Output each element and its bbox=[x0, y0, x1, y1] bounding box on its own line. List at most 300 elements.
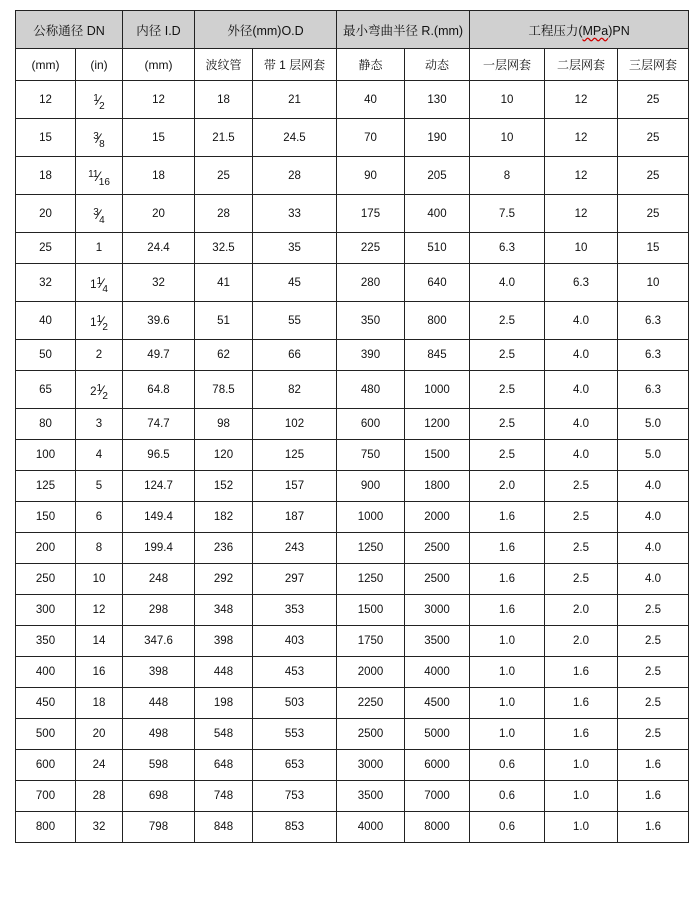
cell-in bbox=[76, 340, 123, 371]
cell-id: 149.4 bbox=[123, 502, 195, 533]
table-row bbox=[16, 371, 689, 409]
table-row bbox=[16, 195, 689, 233]
cell-id: 20 bbox=[123, 195, 195, 233]
cell-p1: 1.6 bbox=[470, 533, 545, 564]
cell-p2: 1.6 bbox=[545, 719, 618, 750]
cell-p3: 1.6 bbox=[618, 781, 689, 812]
subheader-cell: 波纹管 bbox=[195, 49, 253, 81]
cell-p1: 0.6 bbox=[470, 750, 545, 781]
table-row bbox=[16, 409, 689, 440]
cell-rs: 3000 bbox=[337, 750, 405, 781]
cell-id: 64.8 bbox=[123, 371, 195, 409]
cell-in bbox=[76, 264, 123, 302]
cell-in bbox=[76, 119, 123, 157]
cell-rs: 175 bbox=[337, 195, 405, 233]
cell-p3: 25 bbox=[618, 157, 689, 195]
cell-p1: 1.0 bbox=[470, 657, 545, 688]
cell-rd: 7000 bbox=[405, 781, 470, 812]
fraction-slash: ⁄ bbox=[97, 205, 101, 222]
cell-od1: 78.5 bbox=[195, 371, 253, 409]
fraction-denominator: 8 bbox=[99, 138, 105, 150]
table-row bbox=[16, 812, 689, 843]
cell-od1: 51 bbox=[195, 302, 253, 340]
cell-p1: 2.5 bbox=[470, 340, 545, 371]
cell-mm: 500 bbox=[16, 719, 76, 750]
cell-p3: 6.3 bbox=[618, 340, 689, 371]
cell-id: 74.7 bbox=[123, 409, 195, 440]
cell-od1: 348 bbox=[195, 595, 253, 626]
cell-p1: 10 bbox=[470, 119, 545, 157]
cell-id: 96.5 bbox=[123, 440, 195, 471]
inch-whole: 5 bbox=[95, 480, 103, 492]
header-od: 外径(mm)O.D bbox=[195, 11, 337, 49]
cell-in bbox=[76, 626, 123, 657]
fraction-numerator: 1 bbox=[96, 313, 103, 325]
header-row bbox=[16, 11, 689, 49]
fraction-slash: ⁄ bbox=[101, 312, 104, 329]
cell-mm: 250 bbox=[16, 564, 76, 595]
cell-mm: 80 bbox=[16, 409, 76, 440]
fraction-slash: ⁄ bbox=[101, 274, 104, 291]
table-row bbox=[16, 595, 689, 626]
subheader-cell: (mm) bbox=[123, 49, 195, 81]
cell-rs: 350 bbox=[337, 302, 405, 340]
fraction-slash: ⁄ bbox=[101, 381, 104, 398]
cell-od1: 21.5 bbox=[195, 119, 253, 157]
cell-od1: 548 bbox=[195, 719, 253, 750]
header-id: 内径 I.D bbox=[123, 11, 195, 49]
cell-p2: 1.0 bbox=[545, 781, 618, 812]
cell-od2: 33 bbox=[253, 195, 337, 233]
cell-rd: 510 bbox=[405, 233, 470, 264]
cell-p1: 1.0 bbox=[470, 626, 545, 657]
table-row bbox=[16, 533, 689, 564]
cell-rs: 280 bbox=[337, 264, 405, 302]
cell-in bbox=[76, 564, 123, 595]
cell-rs: 750 bbox=[337, 440, 405, 471]
cell-in bbox=[76, 812, 123, 843]
fraction-denominator: 2 bbox=[99, 100, 105, 112]
cell-mm: 40 bbox=[16, 302, 76, 340]
cell-rs: 2000 bbox=[337, 657, 405, 688]
cell-p1: 2.5 bbox=[470, 302, 545, 340]
cell-rs: 3500 bbox=[337, 781, 405, 812]
cell-id: 18 bbox=[123, 157, 195, 195]
cell-p1: 0.6 bbox=[470, 781, 545, 812]
cell-p3: 4.0 bbox=[618, 533, 689, 564]
cell-rd: 130 bbox=[405, 81, 470, 119]
cell-id: 498 bbox=[123, 719, 195, 750]
cell-p1: 7.5 bbox=[470, 195, 545, 233]
table-row bbox=[16, 119, 689, 157]
table-row bbox=[16, 657, 689, 688]
cell-id: 32 bbox=[123, 264, 195, 302]
cell-rd: 190 bbox=[405, 119, 470, 157]
subheader-row bbox=[16, 49, 689, 81]
cell-mm: 12 bbox=[16, 81, 76, 119]
cell-id: 347.6 bbox=[123, 626, 195, 657]
cell-p3: 10 bbox=[618, 264, 689, 302]
inch-fraction bbox=[96, 381, 108, 402]
cell-mm: 200 bbox=[16, 533, 76, 564]
cell-in bbox=[76, 409, 123, 440]
cell-p1: 2.5 bbox=[470, 409, 545, 440]
cell-mm: 700 bbox=[16, 781, 76, 812]
cell-rd: 2500 bbox=[405, 564, 470, 595]
cell-p1: 2.5 bbox=[470, 371, 545, 409]
inch-whole: 1 bbox=[90, 316, 97, 329]
cell-rd: 640 bbox=[405, 264, 470, 302]
inch-fraction bbox=[96, 274, 108, 295]
cell-p2: 4.0 bbox=[545, 440, 618, 471]
table-row bbox=[16, 302, 689, 340]
inch-whole: 24 bbox=[92, 759, 106, 771]
cell-od1: 120 bbox=[195, 440, 253, 471]
cell-id: 199.4 bbox=[123, 533, 195, 564]
fraction-numerator: 11 bbox=[88, 168, 99, 180]
cell-od2: 753 bbox=[253, 781, 337, 812]
cell-od1: 448 bbox=[195, 657, 253, 688]
cell-od2: 353 bbox=[253, 595, 337, 626]
cell-in bbox=[76, 657, 123, 688]
cell-od2: 403 bbox=[253, 626, 337, 657]
subheader-cell: 静态 bbox=[337, 49, 405, 81]
cell-od2: 157 bbox=[253, 471, 337, 502]
subheader-cell: (in) bbox=[76, 49, 123, 81]
cell-od1: 182 bbox=[195, 502, 253, 533]
cell-p1: 10 bbox=[470, 81, 545, 119]
inch-whole: 14 bbox=[92, 635, 106, 647]
cell-p1: 0.6 bbox=[470, 812, 545, 843]
cell-p2: 2.5 bbox=[545, 533, 618, 564]
inch-whole: 4 bbox=[95, 449, 103, 461]
cell-od2: 297 bbox=[253, 564, 337, 595]
cell-rs: 1500 bbox=[337, 595, 405, 626]
cell-od1: 236 bbox=[195, 533, 253, 564]
cell-od1: 198 bbox=[195, 688, 253, 719]
cell-mm: 400 bbox=[16, 657, 76, 688]
cell-rd: 8000 bbox=[405, 812, 470, 843]
header-pressure bbox=[470, 11, 689, 49]
cell-p3: 1.6 bbox=[618, 750, 689, 781]
cell-id: 24.4 bbox=[123, 233, 195, 264]
cell-p3: 2.5 bbox=[618, 657, 689, 688]
cell-p2: 6.3 bbox=[545, 264, 618, 302]
cell-p3: 25 bbox=[618, 195, 689, 233]
cell-in bbox=[76, 440, 123, 471]
cell-p2: 12 bbox=[545, 119, 618, 157]
cell-id: 15 bbox=[123, 119, 195, 157]
table-row bbox=[16, 264, 689, 302]
cell-mm: 65 bbox=[16, 371, 76, 409]
cell-rs: 2500 bbox=[337, 719, 405, 750]
cell-p2: 2.0 bbox=[545, 595, 618, 626]
cell-p1: 1.0 bbox=[470, 688, 545, 719]
cell-rd: 4500 bbox=[405, 688, 470, 719]
cell-p2: 4.0 bbox=[545, 340, 618, 371]
cell-rd: 1500 bbox=[405, 440, 470, 471]
cell-p2: 1.0 bbox=[545, 750, 618, 781]
cell-in bbox=[76, 750, 123, 781]
cell-p2: 10 bbox=[545, 233, 618, 264]
cell-rs: 1250 bbox=[337, 564, 405, 595]
cell-mm: 100 bbox=[16, 440, 76, 471]
fraction-denominator: 2 bbox=[102, 390, 108, 402]
cell-rd: 3000 bbox=[405, 595, 470, 626]
cell-in bbox=[76, 195, 123, 233]
cell-mm: 300 bbox=[16, 595, 76, 626]
cell-id: 448 bbox=[123, 688, 195, 719]
cell-mm: 600 bbox=[16, 750, 76, 781]
cell-p3: 25 bbox=[618, 81, 689, 119]
inch-whole: 16 bbox=[92, 666, 106, 678]
cell-rd: 5000 bbox=[405, 719, 470, 750]
fraction-denominator: 4 bbox=[99, 214, 105, 226]
cell-rd: 1200 bbox=[405, 409, 470, 440]
cell-od1: 98 bbox=[195, 409, 253, 440]
cell-p3: 15 bbox=[618, 233, 689, 264]
cell-rd: 4000 bbox=[405, 657, 470, 688]
inch-fraction bbox=[93, 205, 105, 226]
cell-od2: 653 bbox=[253, 750, 337, 781]
table-row bbox=[16, 781, 689, 812]
cell-rd: 205 bbox=[405, 157, 470, 195]
cell-p3: 6.3 bbox=[618, 302, 689, 340]
cell-od2: 24.5 bbox=[253, 119, 337, 157]
cell-p2: 2.5 bbox=[545, 564, 618, 595]
cell-id: 49.7 bbox=[123, 340, 195, 371]
cell-rd: 6000 bbox=[405, 750, 470, 781]
table-row bbox=[16, 502, 689, 533]
cell-rd: 1800 bbox=[405, 471, 470, 502]
table-row bbox=[16, 750, 689, 781]
cell-p1: 1.0 bbox=[470, 719, 545, 750]
cell-od1: 748 bbox=[195, 781, 253, 812]
cell-p1: 1.6 bbox=[470, 502, 545, 533]
subheader-cell: 二层网套 bbox=[545, 49, 618, 81]
cell-mm: 18 bbox=[16, 157, 76, 195]
inch-whole: 2 bbox=[90, 385, 97, 398]
cell-in bbox=[76, 781, 123, 812]
cell-p3: 4.0 bbox=[618, 502, 689, 533]
header-pressure-unit: MPa bbox=[582, 23, 609, 38]
inch-fraction bbox=[93, 91, 105, 112]
cell-od2: 21 bbox=[253, 81, 337, 119]
cell-rs: 480 bbox=[337, 371, 405, 409]
cell-p3: 1.6 bbox=[618, 812, 689, 843]
cell-od1: 292 bbox=[195, 564, 253, 595]
cell-od2: 187 bbox=[253, 502, 337, 533]
header-radius: 最小弯曲半径 R.(mm) bbox=[337, 11, 470, 49]
cell-rd: 2500 bbox=[405, 533, 470, 564]
cell-in bbox=[76, 502, 123, 533]
fraction-numerator: 3 bbox=[93, 130, 99, 142]
table-row bbox=[16, 471, 689, 502]
cell-p1: 2.5 bbox=[470, 440, 545, 471]
cell-id: 398 bbox=[123, 657, 195, 688]
cell-rd: 845 bbox=[405, 340, 470, 371]
cell-in bbox=[76, 595, 123, 626]
inch-fraction bbox=[88, 167, 110, 188]
cell-id: 39.6 bbox=[123, 302, 195, 340]
cell-mm: 15 bbox=[16, 119, 76, 157]
subheader-cell: 三层网套 bbox=[618, 49, 689, 81]
inch-whole: 6 bbox=[95, 511, 103, 523]
cell-od2: 35 bbox=[253, 233, 337, 264]
cell-p2: 1.6 bbox=[545, 688, 618, 719]
subheader-cell: 带 1 层网套 bbox=[253, 49, 337, 81]
cell-od1: 152 bbox=[195, 471, 253, 502]
cell-rs: 40 bbox=[337, 81, 405, 119]
cell-id: 12 bbox=[123, 81, 195, 119]
cell-rs: 1000 bbox=[337, 502, 405, 533]
inch-whole: 28 bbox=[92, 790, 106, 802]
table-row bbox=[16, 626, 689, 657]
cell-p2: 2.5 bbox=[545, 471, 618, 502]
cell-in bbox=[76, 371, 123, 409]
cell-od2: 82 bbox=[253, 371, 337, 409]
cell-p2: 4.0 bbox=[545, 409, 618, 440]
inch-whole: 2 bbox=[95, 349, 103, 361]
cell-mm: 50 bbox=[16, 340, 76, 371]
fraction-numerator: 1 bbox=[96, 275, 103, 287]
cell-p2: 1.0 bbox=[545, 812, 618, 843]
cell-p2: 4.0 bbox=[545, 302, 618, 340]
cell-mm: 25 bbox=[16, 233, 76, 264]
fraction-denominator: 4 bbox=[102, 283, 108, 295]
inch-fraction bbox=[96, 312, 108, 333]
cell-p3: 2.5 bbox=[618, 719, 689, 750]
cell-p1: 8 bbox=[470, 157, 545, 195]
cell-p2: 4.0 bbox=[545, 371, 618, 409]
fraction-slash: ⁄ bbox=[97, 167, 100, 184]
cell-id: 798 bbox=[123, 812, 195, 843]
cell-rd: 800 bbox=[405, 302, 470, 340]
cell-rs: 390 bbox=[337, 340, 405, 371]
inch-whole: 12 bbox=[92, 604, 106, 616]
cell-rd: 1000 bbox=[405, 371, 470, 409]
cell-id: 598 bbox=[123, 750, 195, 781]
cell-in bbox=[76, 471, 123, 502]
fraction-numerator: 1 bbox=[93, 92, 99, 104]
cell-in bbox=[76, 533, 123, 564]
cell-od1: 62 bbox=[195, 340, 253, 371]
cell-od2: 66 bbox=[253, 340, 337, 371]
cell-id: 298 bbox=[123, 595, 195, 626]
cell-od1: 648 bbox=[195, 750, 253, 781]
cell-mm: 350 bbox=[16, 626, 76, 657]
cell-rd: 2000 bbox=[405, 502, 470, 533]
inch-whole: 8 bbox=[95, 542, 103, 554]
cell-od1: 28 bbox=[195, 195, 253, 233]
fraction-denominator: 2 bbox=[102, 321, 108, 333]
cell-od2: 243 bbox=[253, 533, 337, 564]
cell-od2: 102 bbox=[253, 409, 337, 440]
cell-p3: 2.5 bbox=[618, 595, 689, 626]
cell-p2: 12 bbox=[545, 157, 618, 195]
fraction-denominator: 16 bbox=[98, 176, 110, 188]
cell-id: 248 bbox=[123, 564, 195, 595]
inch-whole: 3 bbox=[95, 418, 103, 430]
subheader-cell: 一层网套 bbox=[470, 49, 545, 81]
table-row bbox=[16, 340, 689, 371]
cell-p3: 4.0 bbox=[618, 471, 689, 502]
inch-whole: 18 bbox=[92, 697, 106, 709]
table-row bbox=[16, 233, 689, 264]
cell-rd: 400 bbox=[405, 195, 470, 233]
table-row bbox=[16, 719, 689, 750]
cell-p3: 25 bbox=[618, 119, 689, 157]
cell-od2: 453 bbox=[253, 657, 337, 688]
cell-rs: 600 bbox=[337, 409, 405, 440]
cell-od2: 125 bbox=[253, 440, 337, 471]
inch-fraction bbox=[93, 129, 105, 150]
cell-od2: 45 bbox=[253, 264, 337, 302]
inch-whole: 1 bbox=[90, 278, 97, 291]
cell-p3: 6.3 bbox=[618, 371, 689, 409]
table-row bbox=[16, 81, 689, 119]
cell-id: 124.7 bbox=[123, 471, 195, 502]
cell-rs: 1250 bbox=[337, 533, 405, 564]
hose-spec-table bbox=[15, 10, 689, 843]
header-dn: 公称通径 DN bbox=[16, 11, 123, 49]
table-body bbox=[16, 81, 689, 843]
inch-whole: 20 bbox=[92, 728, 106, 740]
cell-p2: 12 bbox=[545, 81, 618, 119]
cell-mm: 450 bbox=[16, 688, 76, 719]
cell-p3: 2.5 bbox=[618, 626, 689, 657]
cell-p2: 1.6 bbox=[545, 657, 618, 688]
cell-mm: 800 bbox=[16, 812, 76, 843]
fraction-numerator: 3 bbox=[93, 206, 99, 218]
fraction-numerator: 1 bbox=[96, 382, 103, 394]
table-row bbox=[16, 440, 689, 471]
cell-in bbox=[76, 719, 123, 750]
table-row bbox=[16, 564, 689, 595]
cell-rs: 90 bbox=[337, 157, 405, 195]
cell-mm: 150 bbox=[16, 502, 76, 533]
cell-p3: 5.0 bbox=[618, 440, 689, 471]
cell-p2: 2.0 bbox=[545, 626, 618, 657]
inch-whole: 1 bbox=[95, 242, 103, 254]
cell-rs: 70 bbox=[337, 119, 405, 157]
cell-od1: 398 bbox=[195, 626, 253, 657]
cell-od2: 553 bbox=[253, 719, 337, 750]
cell-id: 698 bbox=[123, 781, 195, 812]
cell-od1: 41 bbox=[195, 264, 253, 302]
cell-od2: 28 bbox=[253, 157, 337, 195]
cell-rs: 900 bbox=[337, 471, 405, 502]
cell-in bbox=[76, 157, 123, 195]
cell-p2: 12 bbox=[545, 195, 618, 233]
table-row bbox=[16, 688, 689, 719]
inch-whole: 10 bbox=[92, 573, 106, 585]
cell-p1: 2.0 bbox=[470, 471, 545, 502]
cell-in bbox=[76, 302, 123, 340]
cell-p2: 2.5 bbox=[545, 502, 618, 533]
cell-p1: 4.0 bbox=[470, 264, 545, 302]
cell-p3: 4.0 bbox=[618, 564, 689, 595]
cell-mm: 125 bbox=[16, 471, 76, 502]
fraction-slash: ⁄ bbox=[97, 129, 101, 146]
cell-in bbox=[76, 81, 123, 119]
cell-rs: 4000 bbox=[337, 812, 405, 843]
cell-in bbox=[76, 233, 123, 264]
cell-p3: 2.5 bbox=[618, 688, 689, 719]
cell-mm: 32 bbox=[16, 264, 76, 302]
header-pressure-prefix: 工程压力( bbox=[528, 23, 583, 38]
fraction-slash: ⁄ bbox=[97, 91, 101, 108]
